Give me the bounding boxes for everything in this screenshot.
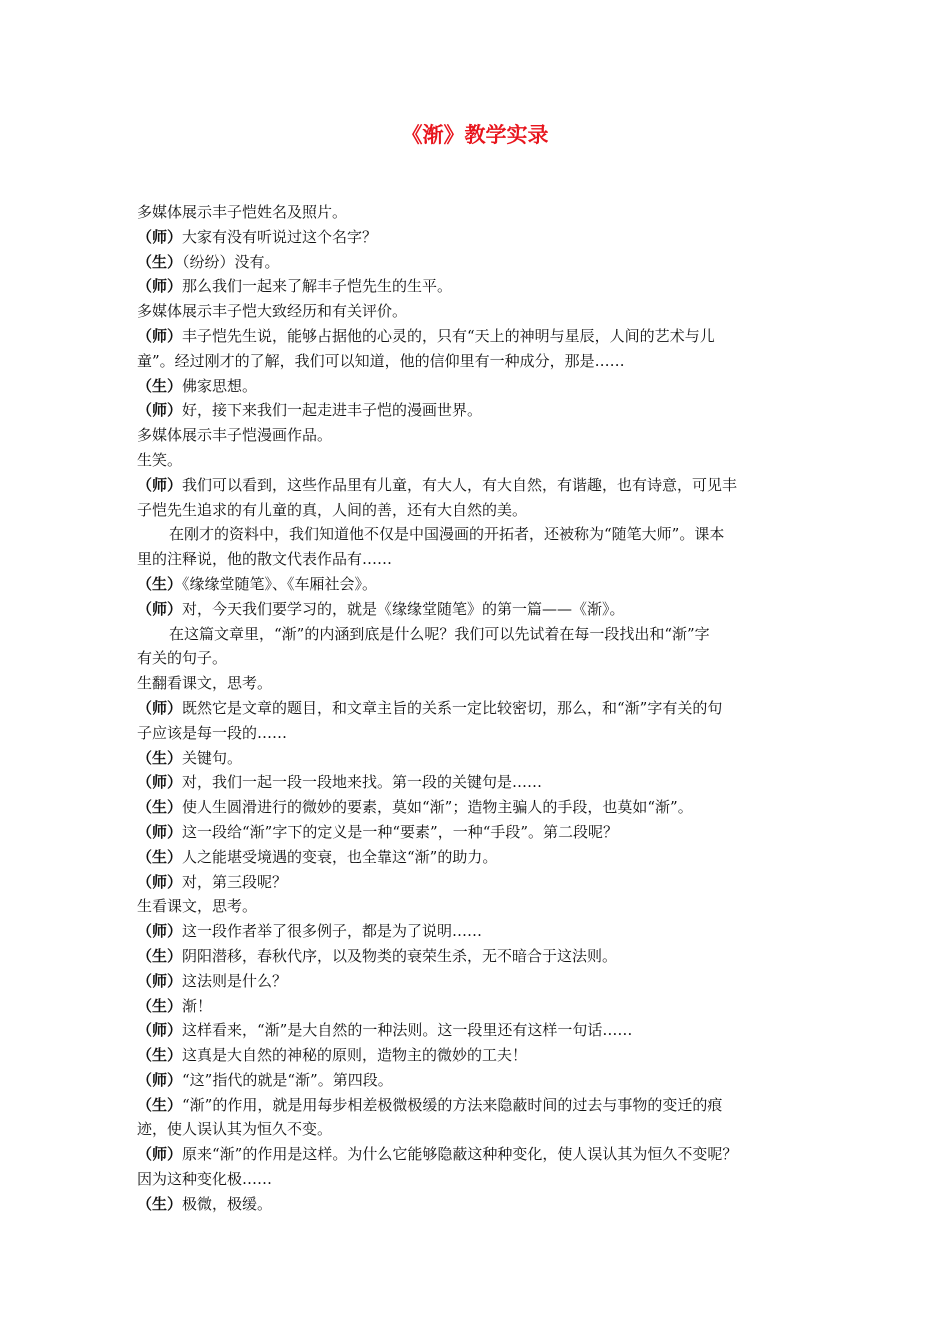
line-text: “渐”的作用，就是用每步相差极微极缓的方法来隐蔽时间的过去与事物的变迁的痕 bbox=[182, 1095, 723, 1114]
speaker-label: （师） bbox=[137, 599, 183, 618]
line-text: 有关的句子。 bbox=[137, 649, 228, 668]
transcript-body bbox=[137, 200, 817, 1217]
line-text: 因为这种变化极…… bbox=[137, 1170, 273, 1189]
line-text: 使人生圆滑进行的微妙的要素，莫如“渐”；造物主骗人的手段，也莫如“渐”。 bbox=[182, 798, 693, 817]
transcript-line bbox=[137, 894, 817, 919]
line-text: （纷纷）没有。 bbox=[182, 252, 280, 271]
speaker-label: （生） bbox=[137, 574, 183, 593]
speaker-label: （生） bbox=[137, 376, 183, 395]
transcript-line bbox=[137, 795, 817, 820]
speaker-label: （师） bbox=[137, 326, 183, 345]
transcript-line bbox=[137, 1192, 817, 1217]
speaker-label: （生） bbox=[137, 847, 183, 866]
line-text: 子恺先生追求的有儿童的真，人间的善，还有大自然的美。 bbox=[137, 500, 528, 519]
line-text: 对，我们一起一段一段地来找。第一段的关键句是…… bbox=[182, 773, 543, 792]
transcript-line bbox=[137, 398, 817, 423]
line-text: 渐！ bbox=[182, 996, 213, 1015]
transcript-line bbox=[137, 1018, 817, 1043]
speaker-label: （师） bbox=[137, 872, 183, 891]
transcript-line bbox=[137, 498, 817, 523]
transcript-line bbox=[137, 671, 817, 696]
line-text: 多媒体展示丰子恺大致经历和有关评价。 bbox=[137, 302, 408, 321]
line-text: 这真是大自然的神秘的原则，造物主的微妙的工夫！ bbox=[182, 1046, 528, 1065]
line-text: 人之能堪受境遇的变衰，也全靠这“渐”的助力。 bbox=[182, 847, 498, 866]
speaker-label: （生） bbox=[137, 1095, 183, 1114]
transcript-line bbox=[137, 200, 817, 225]
speaker-label: （师） bbox=[137, 1070, 183, 1089]
line-text: 丰子恺先生说，能够占据他的心灵的，只有“天上的神明与星辰，人间的艺术与儿 bbox=[182, 326, 715, 345]
line-text: 原来“渐”的作用是这样。为什么它能够隐蔽这种种变化，使人误认其为恒久不变呢？ bbox=[182, 1145, 738, 1164]
line-text: 既然它是文章的题目，和文章主旨的关系一定比较密切，那么，和“渐”字有关的句 bbox=[182, 698, 723, 717]
transcript-line bbox=[137, 423, 817, 448]
speaker-label: （师） bbox=[137, 971, 183, 990]
line-text: 里的注释说，他的散文代表作品有…… bbox=[137, 550, 393, 569]
line-text: 生看课文，思考。 bbox=[137, 897, 258, 916]
transcript-line bbox=[137, 994, 817, 1019]
transcript-line bbox=[137, 919, 817, 944]
transcript-line bbox=[137, 547, 817, 572]
line-text: 那么我们一起来了解丰子恺先生的生平。 bbox=[182, 277, 453, 296]
transcript-line bbox=[137, 1093, 817, 1118]
line-text: 这法则是什么？ bbox=[182, 971, 288, 990]
transcript-line bbox=[137, 572, 817, 597]
transcript-line bbox=[137, 820, 817, 845]
speaker-label: （师） bbox=[137, 773, 183, 792]
transcript-line bbox=[137, 274, 817, 299]
line-text: 阴阳潜移，春秋代序，以及物类的衰荣生杀，无不暗合于这法则。 bbox=[182, 946, 618, 965]
transcript-line bbox=[137, 622, 817, 647]
speaker-label: （师） bbox=[137, 698, 183, 717]
speaker-label: （生） bbox=[137, 1046, 183, 1065]
line-text: 对，今天我们要学习的，就是《缘缘堂随笔》的第一篇——《渐》。 bbox=[182, 599, 625, 618]
transcript-line bbox=[137, 597, 817, 622]
line-text: 童”。经过刚才的了解，我们可以知道，他的信仰里有一种成分，那是…… bbox=[137, 351, 625, 370]
transcript-line bbox=[137, 870, 817, 895]
transcript-line bbox=[137, 1117, 817, 1142]
speaker-label: （师） bbox=[137, 475, 183, 494]
transcript-line bbox=[137, 1167, 817, 1192]
transcript-line bbox=[137, 646, 817, 671]
speaker-label: （生） bbox=[137, 996, 183, 1015]
transcript-line bbox=[137, 944, 817, 969]
speaker-label: （师） bbox=[137, 822, 183, 841]
transcript-line bbox=[137, 225, 817, 250]
transcript-line bbox=[137, 746, 817, 771]
line-text: 极微，极缓。 bbox=[182, 1194, 273, 1213]
transcript-line bbox=[137, 1068, 817, 1093]
line-text: 关键句。 bbox=[182, 748, 243, 767]
speaker-label: （师） bbox=[137, 1145, 183, 1164]
transcript-line bbox=[137, 349, 817, 374]
line-text: 好，接下来我们一起走进丰子恺的漫画世界。 bbox=[182, 401, 483, 420]
line-text: 大家有没有听说过这个名字？ bbox=[182, 227, 378, 246]
transcript-line bbox=[137, 299, 817, 324]
transcript-line bbox=[137, 448, 817, 473]
speaker-label: （生） bbox=[137, 252, 183, 271]
transcript-line bbox=[137, 969, 817, 994]
line-text: 生笑。 bbox=[137, 450, 183, 469]
speaker-label: （生） bbox=[137, 798, 183, 817]
speaker-label: （师） bbox=[137, 401, 183, 420]
document-title: 《渐》教学实录 bbox=[401, 122, 549, 147]
transcript-line bbox=[137, 250, 817, 275]
transcript-line bbox=[137, 770, 817, 795]
transcript-line bbox=[137, 1043, 817, 1068]
speaker-label: （生） bbox=[137, 946, 183, 965]
line-text: “这”指代的就是“渐”。第四段。 bbox=[182, 1070, 393, 1089]
speaker-label: （师） bbox=[137, 1021, 183, 1040]
line-text: 生翻看课文，思考。 bbox=[137, 674, 273, 693]
line-text: 在刚才的资料中，我们知道他不仅是中国漫画的开拓者，还被称为“随笔大师”。课本 bbox=[169, 525, 725, 544]
transcript-line bbox=[137, 696, 817, 721]
speaker-label: （师） bbox=[137, 277, 183, 296]
line-text: 这样看来，“渐”是大自然的一种法则。这一段里还有这样一句话…… bbox=[182, 1021, 633, 1040]
line-text: 《缘缘堂随笔》、《车厢社会》。 bbox=[182, 574, 378, 593]
speaker-label: （生） bbox=[137, 748, 183, 767]
transcript-line bbox=[137, 1142, 817, 1167]
transcript-line bbox=[137, 522, 817, 547]
line-text: 子应该是每一段的…… bbox=[137, 723, 288, 742]
line-text: 我们可以看到，这些作品里有儿童，有大人，有大自然，有谐趣，也有诗意，可见丰 bbox=[182, 475, 738, 494]
speaker-label: （生） bbox=[137, 1194, 183, 1213]
transcript-line bbox=[137, 374, 817, 399]
line-text: 佛家思想。 bbox=[182, 376, 258, 395]
line-text: 多媒体展示丰子恺漫画作品。 bbox=[137, 426, 333, 445]
line-text: 对，第三段呢？ bbox=[182, 872, 288, 891]
transcript-line bbox=[137, 473, 817, 498]
line-text: 在这篇文章里，“渐”的内涵到底是什么呢？我们可以先试着在每一段找出和“渐”字 bbox=[169, 624, 710, 643]
speaker-label: （师） bbox=[137, 922, 183, 941]
line-text: 这一段给“渐”字下的定义是一种“要素”，一种“手段”。第二段呢？ bbox=[182, 822, 619, 841]
line-text: 这一段作者举了很多例子，都是为了说明…… bbox=[182, 922, 483, 941]
speaker-label: （师） bbox=[137, 227, 183, 246]
transcript-line bbox=[137, 721, 817, 746]
line-text: 迹，使人误认其为恒久不变。 bbox=[137, 1120, 333, 1139]
line-text: 多媒体展示丰子恺姓名及照片。 bbox=[137, 203, 348, 221]
transcript-line bbox=[137, 324, 817, 349]
transcript-line bbox=[137, 845, 817, 870]
